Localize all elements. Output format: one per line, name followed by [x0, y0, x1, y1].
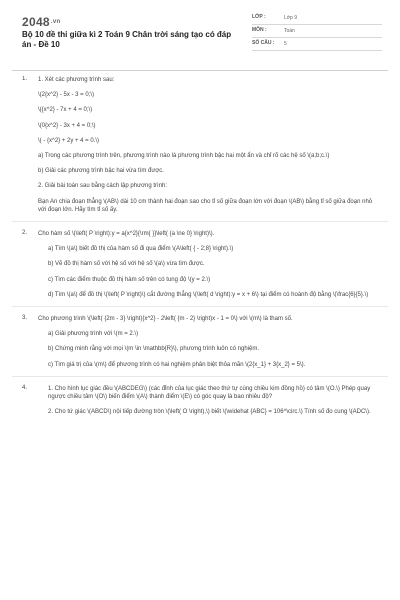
- sub-question: b) Vẽ đồ thị hàm số với hệ số với hệ số \(a\) vừa tìm được.: [48, 261, 205, 268]
- question-divider: [12, 221, 388, 222]
- question-text: Bạn An chia đoạn thẳng \(AB\) dài 10 cm thành hai đoạn sao cho tỉ số giữa đoạn lớn với đoạn \(AB\) bằng tỉ số giữa đoạn nhỏ với đoạn lớn. Hãy tìm tỉ số ấy.: [38, 198, 373, 213]
- info-label: MÔN :: [252, 27, 267, 33]
- info-label: LỚP :: [252, 14, 266, 20]
- header: [0, 0, 400, 64]
- info-row-class: [252, 13, 382, 25]
- question-number: 4.: [22, 384, 28, 391]
- question-body: [38, 385, 378, 417]
- info-value: Toán: [284, 27, 295, 34]
- document-title: Bộ 10 đề thi giữa kì 2 Toán 9 Chân trời sáng tạo có đáp án - Đề 10: [22, 30, 232, 49]
- question-2: [0, 230, 400, 299]
- sub-question: a) Giải phương trình với \(m = 2.\): [48, 331, 139, 338]
- question-number: 3.: [22, 315, 28, 322]
- question-1: [0, 76, 400, 214]
- info-value: 5: [284, 40, 287, 47]
- info-row-subject: [252, 26, 382, 38]
- equation: \({x^2} - 7x + 4 = 0;\): [38, 107, 93, 114]
- question-text: 1. Cho hình lục giác đều \(ABCDEG\) (các đỉnh của lục giác theo thứ tự cùng chiều kim đồng hồ) có tâm \(O.\) Phép quay ngược chiều tâm \(O\) biến điểm \(A\) thành điểm \(E\) có góc quay là bao nhiêu độ?: [48, 385, 371, 401]
- question-number: 2.: [22, 230, 28, 237]
- question-4: [0, 385, 400, 417]
- question-text: 1. Xét các phương trình sau:: [38, 77, 115, 83]
- sub-question: a) Trong các phương trình trên, phương trình nào là phương trình bậc hai một ẩn và chỉ rõ các hệ số \(a;b;c.\): [38, 153, 330, 160]
- info-value: Lớp 9: [284, 14, 298, 21]
- question-body: [38, 76, 378, 214]
- sub-question: b) Chứng minh rằng với mọi \(m \in \mathbb{R}\), phương trình luôn có nghiệm.: [48, 346, 259, 353]
- question-3: [0, 315, 400, 369]
- question-text: Cho hàm số \(\left( P \right):y = a{x^2}{\rm{ }}\left( {a \ne 0} \right)\).: [38, 231, 215, 238]
- sub-question: b) Giải các phương trình bậc hai vừa tìm được.: [38, 168, 164, 175]
- header-divider: [12, 70, 388, 71]
- sub-question: d) Tìm \(a\) để đồ thị \(\left( P \right)\) cắt đường thẳng \(\left( d \right):y = x + 6\) tại điểm có hoành độ bằng \(\frac{6}{5}.\): [48, 291, 369, 298]
- sub-question: c) Tìm các điểm thuộc đồ thị hàm số trên có tung độ \(y = 2.\): [48, 276, 211, 283]
- info-panel: [252, 13, 382, 51]
- question-body: [38, 230, 378, 299]
- question-text: 2. Cho tứ giác \(ABCD\) nội tiếp đường tròn \(\left( O \right),\) biết \(\widehat {ABC} = 106^\circ.\) Tính số đo cung \(ADC\).: [48, 409, 371, 416]
- question-text: 2. Giải bài toán sau bằng cách lập phương trình:: [38, 183, 168, 190]
- equation: \( - {x^2} + 2y + 4 = 0.\): [38, 137, 100, 144]
- sub-question: a) Tìm \(a\) biết đồ thị của hàm số đi qua điểm \(A\left( { - 2;8} \right).\): [48, 246, 234, 253]
- info-row-question-count: [252, 39, 382, 51]
- question-divider: [12, 376, 388, 377]
- site-logo[interactable]: [22, 15, 59, 29]
- equation: \(0{x^2} - 3x + 4 = 0;\): [38, 122, 96, 129]
- question-body: [38, 315, 378, 369]
- logo-text: 2048: [22, 15, 50, 29]
- equation: \(2{x^2} - 5x - 3 = 0;\): [38, 92, 95, 99]
- logo-suffix: .vn: [50, 19, 61, 25]
- sub-question: c) Tìm giá trị của \(m\) để phương trình có hai nghiệm phân biệt thỏa mãn \(2{x_1} + 3{x_2} = 5\).: [48, 361, 306, 368]
- question-text: Cho phương trình \(\left( {2m - 3} \right){x^2} - 2\left( {m - 2} \right)x - 1 = 0\) với \(m\) là tham số.: [38, 316, 293, 323]
- questions-list: [0, 76, 400, 600]
- info-label: SỐ CÂU :: [252, 40, 275, 46]
- question-number: 1.: [22, 76, 28, 82]
- question-divider: [12, 306, 388, 307]
